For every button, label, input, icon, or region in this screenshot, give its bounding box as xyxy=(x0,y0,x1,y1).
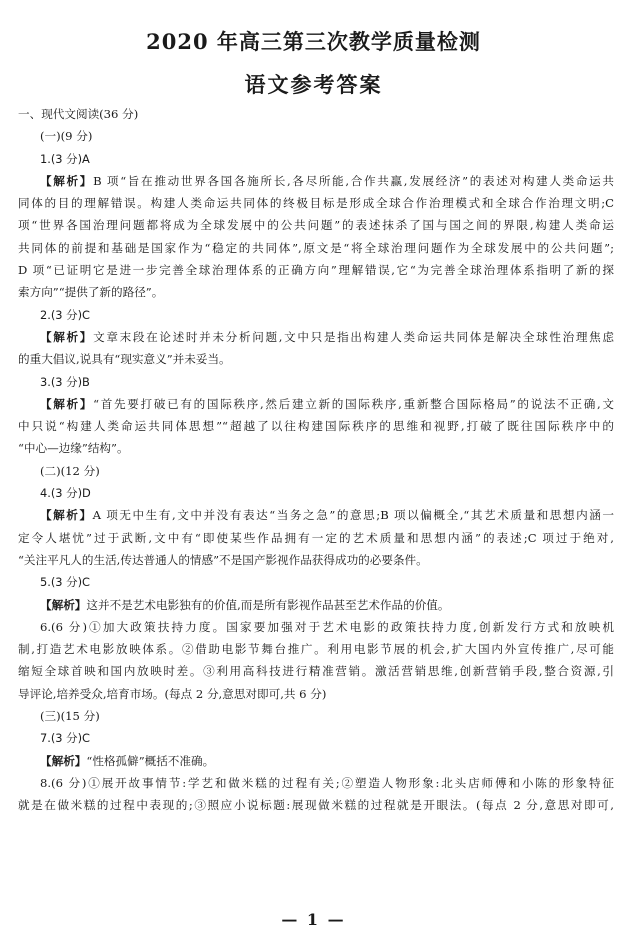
analysis-line: “中心—边缘”结构”。 xyxy=(18,441,129,456)
analysis-tag: 【解析】 xyxy=(40,173,94,188)
analysis-line: 项“世界各国治理问题都将成为全球发展中的公共问题”的表述抹杀了国与国之间的界限,构建人类命运 xyxy=(18,218,614,233)
analysis-line: “关注平凡人的生活,传达普通人的情感”不是国产影视作品获得成功的必要条件。 xyxy=(18,552,428,567)
analysis-q7 xyxy=(18,750,614,772)
analysis-tag: 【解析】 xyxy=(40,753,87,768)
part-label-1: (一)(9 分) xyxy=(40,129,93,144)
analysis-tag: 【解析】 xyxy=(40,329,94,344)
answer-line: 8.(6 分)①展开故事情节:学艺和做米糕的过程有关;②塑造人物形象:北头店师傅和小陈的形象特征 xyxy=(40,775,614,790)
analysis-q1 xyxy=(18,170,614,304)
answer-q1: 1.(3 分)A xyxy=(40,151,90,166)
answer-line: 6.(6 分)①加大政策扶持力度。国家要加强对于艺术电影的政策扶持力度,创新发行方式和放映机 xyxy=(40,619,614,634)
analysis-line: D 项“已证明它是进一步完善全球治理体系的正确方向”理解错误,它“为完善全球治理体系指明了新的探 xyxy=(18,263,614,278)
answer-q8 xyxy=(18,772,614,817)
analysis-line: 【解析】“性格孤僻”概括不准确。 xyxy=(40,753,215,768)
answer-q5: 5.(3 分)C xyxy=(40,575,90,590)
answer-q4: 4.(3 分)D xyxy=(40,486,91,501)
answer-q2: 2.(3 分)C xyxy=(40,307,90,322)
analysis-line: 【解析】“首先要打破已有的国际秩序,然后建立新的国际秩序,重新整合国际格局”的说法不正确,文 xyxy=(40,396,614,411)
analysis-q4 xyxy=(18,504,614,571)
analysis-line: 索方向”“提供了新的路径”。 xyxy=(18,285,164,300)
section-heading: 一、现代文阅读(36 分) xyxy=(18,107,139,121)
analysis-line: 定令人堪忧”过于武断,文中有“即使某些作品拥有一定的艺术质量和思想内涵”的表述;C 项过于绝对, xyxy=(18,530,614,545)
analysis-tag: 【解析】 xyxy=(40,396,94,411)
analysis-q5 xyxy=(18,594,614,616)
answer-line: 导评论,培养受众,培育市场。(每点 2 分,意思对即可,共 6 分) xyxy=(18,686,327,701)
answer-line: 就是在做米糕的过程中表现的;③照应小说标题:展现做米糕的过程就是开眼法。(每点 2 分,意思对即可, xyxy=(18,798,614,813)
analysis-q2 xyxy=(18,326,614,371)
document-subtitle: 语文参考答案 xyxy=(244,72,383,97)
answer-line: 制,打造艺术电影放映体系。②借助电影节舞台推广。利用电影节展的机会,扩大国内外宣传推广,尽可能 xyxy=(18,642,614,657)
document-title: 2020 年高三第三次教学质量检测 xyxy=(146,29,481,54)
analysis-line: 中只说“构建人类命运共同体思想”“超越了以往构建国际秩序的思维和视野,打破了既往国际秩序中的 xyxy=(18,419,614,434)
analysis-line: 【解析】这并不是艺术电影独有的价值,而是所有影视作品甚至艺术作品的价值。 xyxy=(40,597,450,612)
analysis-line: 的重大倡议,说具有“现实意义”并未妥当。 xyxy=(18,352,231,367)
analysis-line: 【解析】A 项无中生有,文中并没有表达“当务之急”的意思;B 项以偏概全,“其艺术质量和思想内涵一 xyxy=(40,508,614,523)
answer-line: 缩短全球首映和国内放映时差。③利用高科技进行精准营销。激活营销思维,创新营销手段,整合资源,引 xyxy=(18,664,614,679)
analysis-tag: 【解析】 xyxy=(40,597,87,612)
analysis-line: 同体的目的理解错误。构建人类命运共同体的终极目标是形成全球合作治理模式和全球合作治理文明;C xyxy=(18,196,614,211)
document-body xyxy=(18,103,614,817)
analysis-tag: 【解析】 xyxy=(40,508,93,523)
part-label-2: (二)(12 分) xyxy=(40,463,100,478)
page-number: — 1 — xyxy=(281,910,346,929)
analysis-line: 【解析】B 项“旨在推动世界各国各施所长,各尽所能,合作共赢,发展经济”的表述对构建人类命运共 xyxy=(40,173,614,188)
answer-q6 xyxy=(18,616,614,705)
part-label-3: (三)(15 分) xyxy=(40,709,100,724)
analysis-q3 xyxy=(18,393,614,460)
answer-q3: 3.(3 分)B xyxy=(40,374,90,389)
answer-q7: 7.(3 分)C xyxy=(40,731,90,746)
analysis-line: 共同体的前提和基础是国家作为“稳定的共同体”,原文是“将全球治理问题作为全球发展中的公共问题”; xyxy=(18,240,614,255)
analysis-line: 【解析】文章末段在论述时并未分析问题,文中只是指出构建人类命运共同体是解决全球性治理焦虑 xyxy=(40,329,614,344)
